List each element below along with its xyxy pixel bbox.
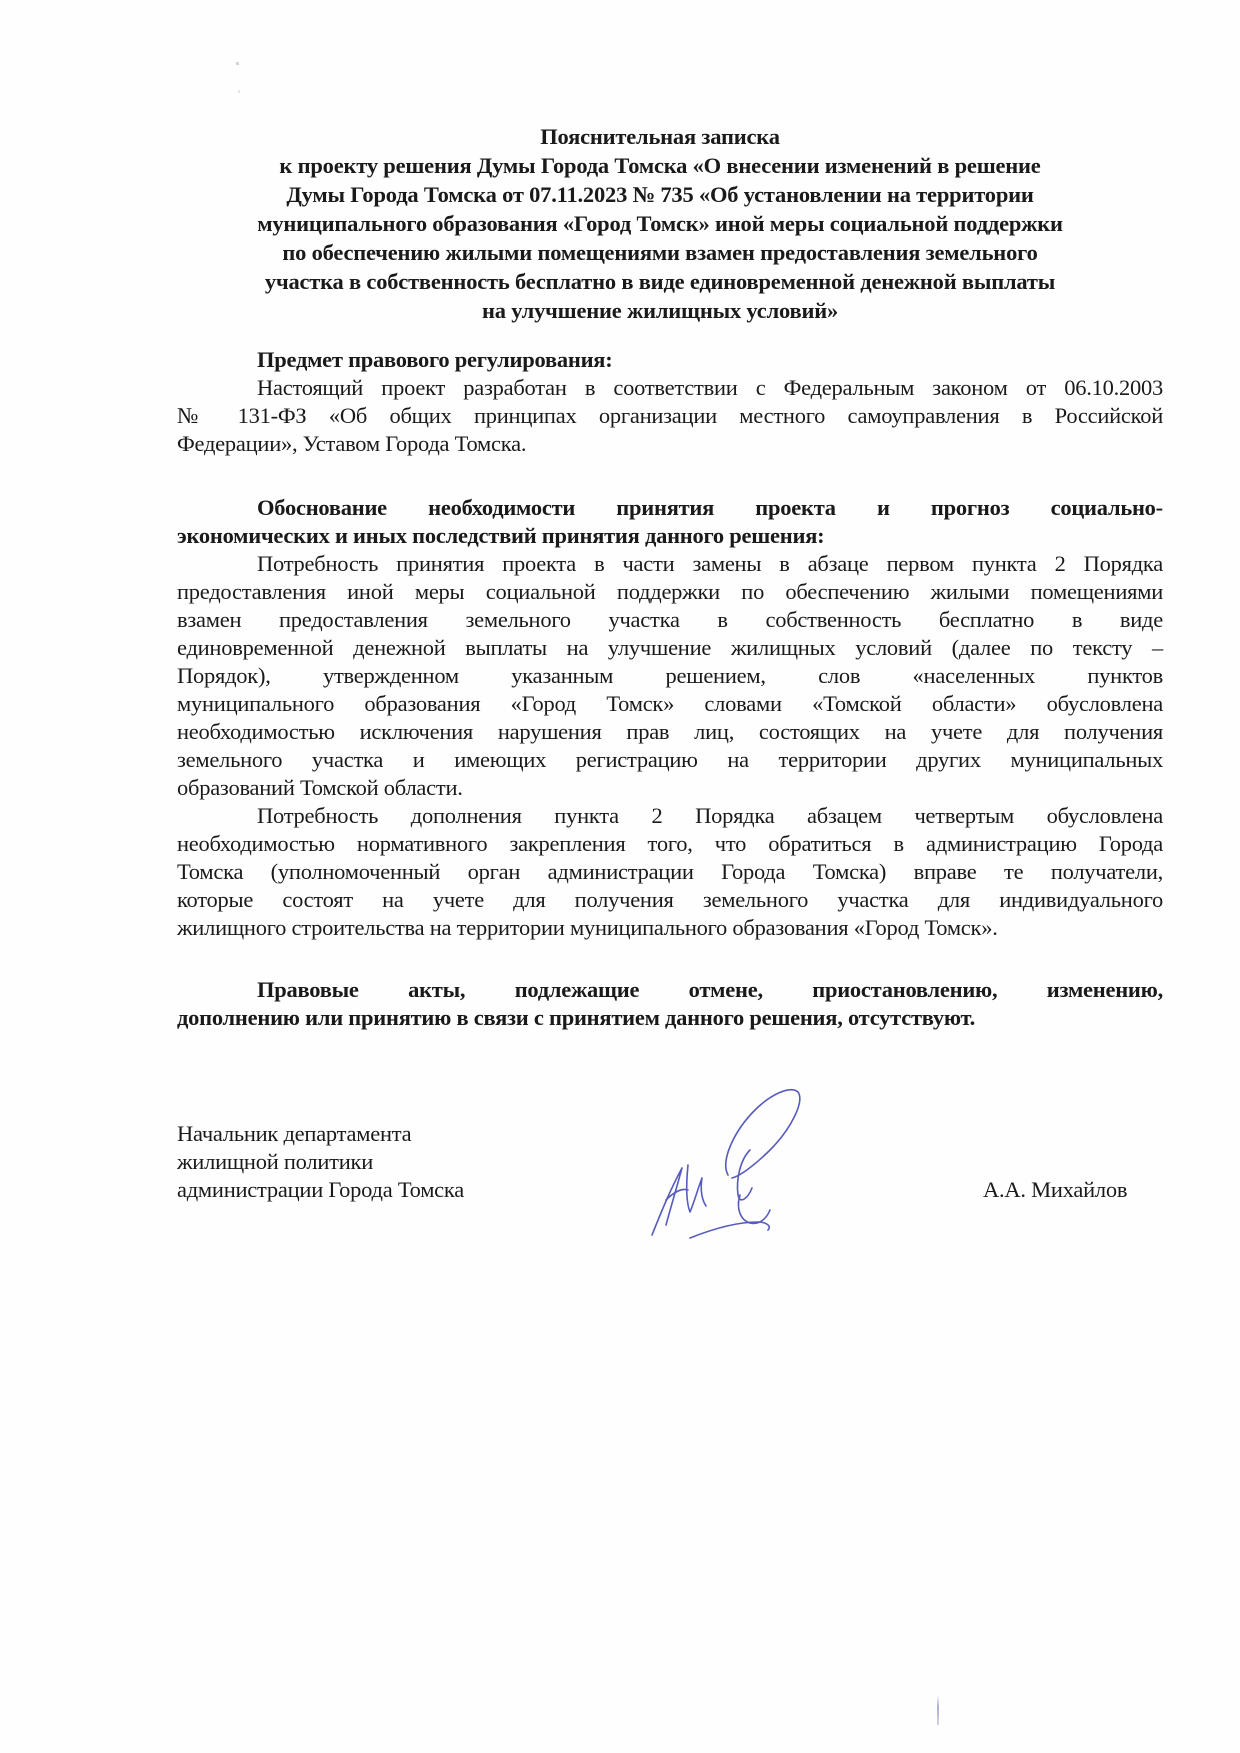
position-line: жилищной политики bbox=[177, 1149, 373, 1174]
body-line: № 131-ФЗ «Об общих принципах организации местного самоуправления в Российской bbox=[177, 403, 1163, 428]
heading-word: социально- bbox=[1050, 495, 1163, 520]
title-line: Думы Города Томска от 07.11.2023 № 735 «Об установлении на территории bbox=[286, 182, 1034, 207]
body-line: необходимостью исключения нарушения прав лиц, состоящих на учете для получения bbox=[177, 719, 1163, 744]
heading-word: принятия bbox=[616, 495, 715, 520]
heading-word: отмене, bbox=[688, 977, 763, 1002]
title-line: участка в собственность бесплатно в виде единовременной денежной выплаты bbox=[264, 269, 1056, 294]
section-heading bbox=[177, 494, 1163, 522]
body-line: образований Томской области. bbox=[177, 775, 463, 800]
section-heading bbox=[177, 976, 1163, 1004]
body-line: Потребность принятия проекта в части замены в абзаце первом пункта 2 Порядка bbox=[257, 551, 1163, 576]
body-line: земельного участка и имеющих регистрацию на территории других муниципальных bbox=[177, 747, 1163, 772]
title-line: муниципального образования «Город Томск» иной меры социальной поддержки bbox=[257, 211, 1063, 236]
body-line: Порядок), утвержденном указанным решением, слов «населенных пунктов bbox=[177, 663, 1163, 688]
heading-word: изменению, bbox=[1046, 977, 1163, 1002]
title-line: к проекту решения Думы Города Томска «О внесении изменений в решение bbox=[279, 153, 1041, 178]
scan-artifact-mark bbox=[937, 1695, 939, 1725]
signatory-position bbox=[177, 1120, 464, 1204]
signatory-name: А.А. Михайлов bbox=[983, 1177, 1128, 1202]
body-line: единовременной денежной выплаты на улучшение жилищных условий (далее по тексту – bbox=[177, 635, 1163, 660]
body-line: взамен предоставления земельного участка в собственность бесплатно в виде bbox=[177, 607, 1163, 632]
section-legal-acts bbox=[177, 976, 1163, 1032]
heading-word: приостановлению, bbox=[812, 977, 998, 1002]
body-line: Потребность дополнения пункта 2 Порядка абзацем четвертым обусловлена bbox=[257, 803, 1163, 828]
document-title bbox=[180, 122, 1140, 325]
section-subject bbox=[177, 346, 1163, 458]
position-line: Начальник департамента bbox=[177, 1121, 412, 1146]
body-line: Федерации», Уставом Города Томска. bbox=[177, 431, 527, 456]
heading-word: Правовые bbox=[257, 977, 359, 1002]
section-heading-cont: экономических и иных последствий принятия данного решения: bbox=[177, 523, 825, 548]
body-line: которые состоят на учете для получения земельного участка для индивидуального bbox=[177, 887, 1163, 912]
title-line: по обеспечению жилыми помещениями взамен предоставления земельного bbox=[282, 240, 1038, 265]
heading-word: Обоснование bbox=[257, 495, 387, 520]
heading-word: прогноз bbox=[930, 495, 1010, 520]
title-line: на улучшение жилищных условий» bbox=[481, 298, 839, 323]
section-heading: Предмет правового регулирования: bbox=[257, 347, 613, 372]
body-line: Томска (уполномоченный орган администрации Города Томска) вправе те получатели, bbox=[177, 859, 1163, 884]
section-rationale bbox=[177, 494, 1163, 942]
handwritten-signature-icon bbox=[640, 1080, 810, 1240]
body-line: необходимостью нормативного закрепления того, что обратиться в администрацию Города bbox=[177, 831, 1163, 856]
position-line: администрации Города Томска bbox=[177, 1177, 464, 1202]
body-line: Настоящий проект разработан в соответствии с Федеральным законом от 06.10.2003 bbox=[257, 375, 1163, 400]
heading-word: подлежащие bbox=[514, 977, 640, 1002]
heading-word: необходимости bbox=[428, 495, 576, 520]
scan-speck bbox=[238, 90, 240, 93]
body-line: предоставления иной меры социальной поддержки по обеспечению жилыми помещениями bbox=[177, 579, 1163, 604]
heading-word: проекта bbox=[755, 495, 836, 520]
title-heading: Пояснительная записка bbox=[540, 124, 780, 149]
heading-word: акты, bbox=[408, 977, 466, 1002]
heading-word: и bbox=[877, 495, 890, 520]
scan-speck bbox=[236, 62, 239, 65]
body-line: жилищного строительства на территории муниципального образования «Город Томск». bbox=[177, 915, 998, 940]
section-heading-cont: дополнению или принятию в связи с принятием данного решения, отсутствуют. bbox=[177, 1005, 976, 1030]
body-line: муниципального образования «Город Томск» словами «Томской области» обусловлена bbox=[177, 691, 1163, 716]
